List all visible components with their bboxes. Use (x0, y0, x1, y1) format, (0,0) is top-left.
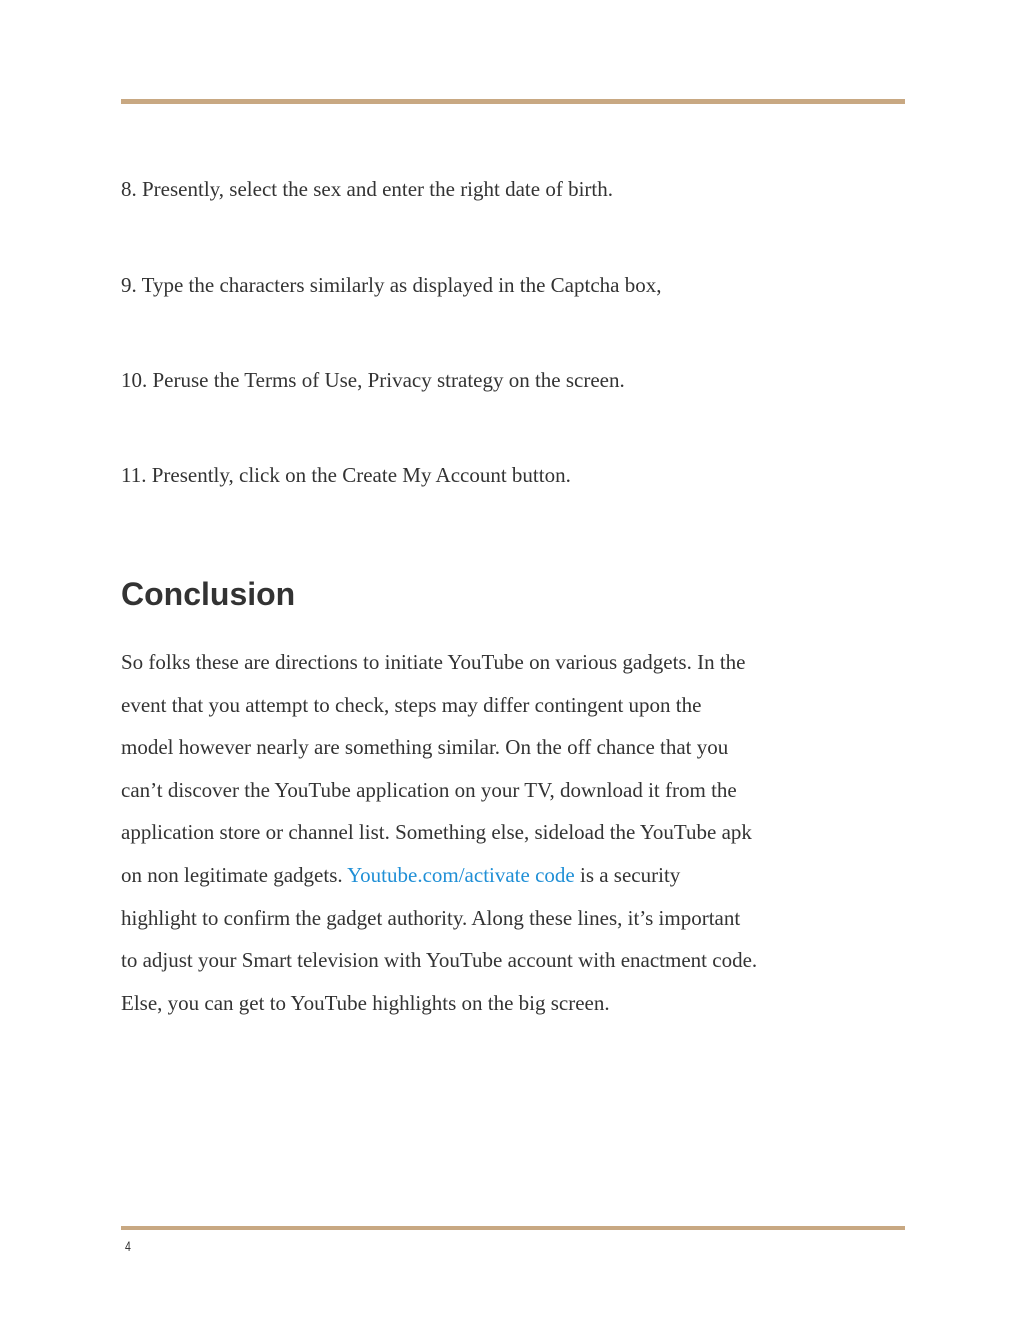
step-9-text: 9. Type the characters similarly as displayed in the Captcha box, (121, 273, 662, 297)
page-number: 4 (125, 1238, 131, 1254)
youtube-activate-link[interactable]: Youtube.com/activate code (347, 862, 575, 887)
link-line-after-text: is a security (574, 862, 681, 887)
paragraph-line: highlight to confirm the gadget authority. Along these lines, it’s important (121, 905, 741, 930)
step-11-text: 11. Presently, click on the Create My Account button. (121, 463, 571, 487)
conclusion-paragraph (121, 641, 911, 1024)
paragraph-line: So folks these are directions to initiate YouTube on various gadgets. In the (121, 650, 746, 674)
paragraph-line: can’t discover the YouTube application on your TV, download it from the (121, 777, 737, 802)
step-10-text: 10. Peruse the Terms of Use, Privacy strategy on the screen. (121, 368, 625, 392)
bottom-divider (121, 1226, 905, 1230)
top-divider (121, 99, 905, 104)
link-line-before-text: on non legitimate gadgets. (121, 862, 348, 887)
paragraph-line: model however nearly are something similar. On the off chance that you (121, 735, 729, 760)
paragraph-line: application store or channel list. Something else, sideload the YouTube apk (121, 820, 752, 845)
conclusion-heading: Conclusion (121, 576, 296, 612)
step-8-text: 8. Presently, select the sex and enter the right date of birth. (121, 177, 613, 201)
paragraph-line: Else, you can get to YouTube highlights on the big screen. (121, 990, 610, 1015)
paragraph-line: event that you attempt to check, steps may differ contingent upon the (121, 692, 702, 717)
paragraph-line: to adjust your Smart television with YouTube account with enactment code. (121, 948, 758, 973)
paragraph-line-with-link (121, 854, 911, 897)
